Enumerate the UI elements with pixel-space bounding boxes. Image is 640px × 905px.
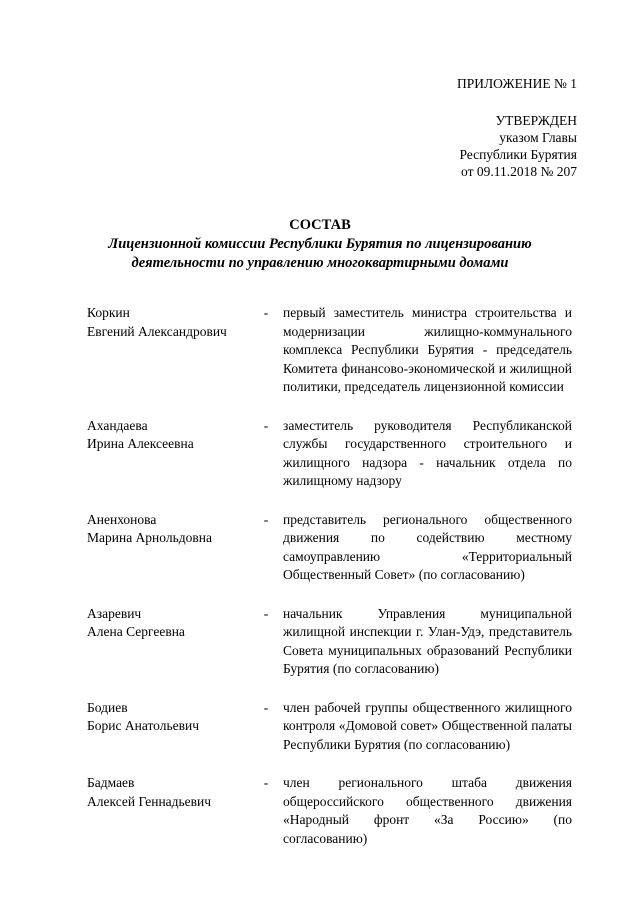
member-entry xyxy=(87,774,572,848)
member-role: представитель регионального общественного движения по содействию местному самоуправлению «Территориальный Общественный Совет» (по согласованию) xyxy=(283,511,572,582)
member-role: начальник Управления муниципальной жилищной инспекции г. Улан-Удэ, представитель Совета муниципальных образований Республики Бурятия (по согласованию) xyxy=(283,605,572,676)
member-name xyxy=(87,774,257,848)
document-subtitle-line-1: Лицензионной комиссии Республики Бурятия по лицензированию xyxy=(108,236,532,252)
member-role: первый заместитель министра строительства и модернизации жилищно-коммунального комплекса Республики Бурятия - председатель Комитета финансово-экономической и жилищной политики, председатель лицензионной комиссии xyxy=(283,305,572,394)
member-surname: Бадмаев xyxy=(87,775,135,790)
member-given-name: Алена Сергеевна xyxy=(87,624,185,639)
document-subtitle-line-2: деятельности по управлению многоквартирными домами xyxy=(131,255,509,271)
document-title: СОСТАВ xyxy=(289,217,351,233)
member-dash: - xyxy=(263,511,269,527)
member-name xyxy=(87,304,257,397)
member-given-name: Алексей Геннадьевич xyxy=(87,793,212,809)
decree-label: указом Главы xyxy=(499,130,577,145)
member-entry xyxy=(87,699,572,755)
member-role: член регионального штаба движения общероссийского общественного движения «Народный фронт «За Россию» (по согласованию) xyxy=(283,775,572,846)
member-surname: Аненхонова xyxy=(87,511,157,527)
member-given-name: Ирина Алексеевна xyxy=(87,436,194,451)
member-dash: - xyxy=(263,417,269,433)
member-name xyxy=(87,699,257,755)
member-entry xyxy=(87,417,572,491)
member-surname: Ахандаева xyxy=(87,417,148,433)
approval-stamp xyxy=(457,75,577,180)
member-role: член рабочей группы общественного жилищного контроля «Домовой совет» Общественной палаты Республики Бурятия (по согласованию) xyxy=(283,699,572,752)
document-heading xyxy=(60,216,580,273)
member-surname: Коркин xyxy=(87,305,130,320)
republic-label: Республики Бурятия xyxy=(459,147,577,162)
member-given-name: Евгений Александрович xyxy=(87,323,227,339)
member-role: заместитель руководителя Республиканской службы государственного строительного и жилищного надзора - начальник отдела по жилищному надзору xyxy=(283,417,572,488)
member-dash: - xyxy=(263,775,269,790)
decree-date-number: от 09.11.2018 № 207 xyxy=(461,164,577,179)
member-dash: - xyxy=(263,305,269,320)
member-given-name: Марина Арнольдовна xyxy=(87,530,212,545)
member-given-name: Борис Анатольевич xyxy=(87,718,200,733)
members-list xyxy=(87,304,572,868)
member-name xyxy=(87,417,257,491)
member-name xyxy=(87,511,257,585)
member-entry xyxy=(87,605,572,679)
member-entry xyxy=(87,511,572,585)
member-entry xyxy=(87,304,572,397)
member-name xyxy=(87,605,257,679)
member-dash: - xyxy=(263,605,269,621)
member-dash: - xyxy=(263,699,269,715)
member-surname: Бодиев xyxy=(87,699,128,715)
approved-label: УТВЕРЖДЕН xyxy=(495,113,577,128)
appendix-label: ПРИЛОЖЕНИЕ № 1 xyxy=(456,76,577,91)
member-surname: Азаревич xyxy=(87,605,142,621)
